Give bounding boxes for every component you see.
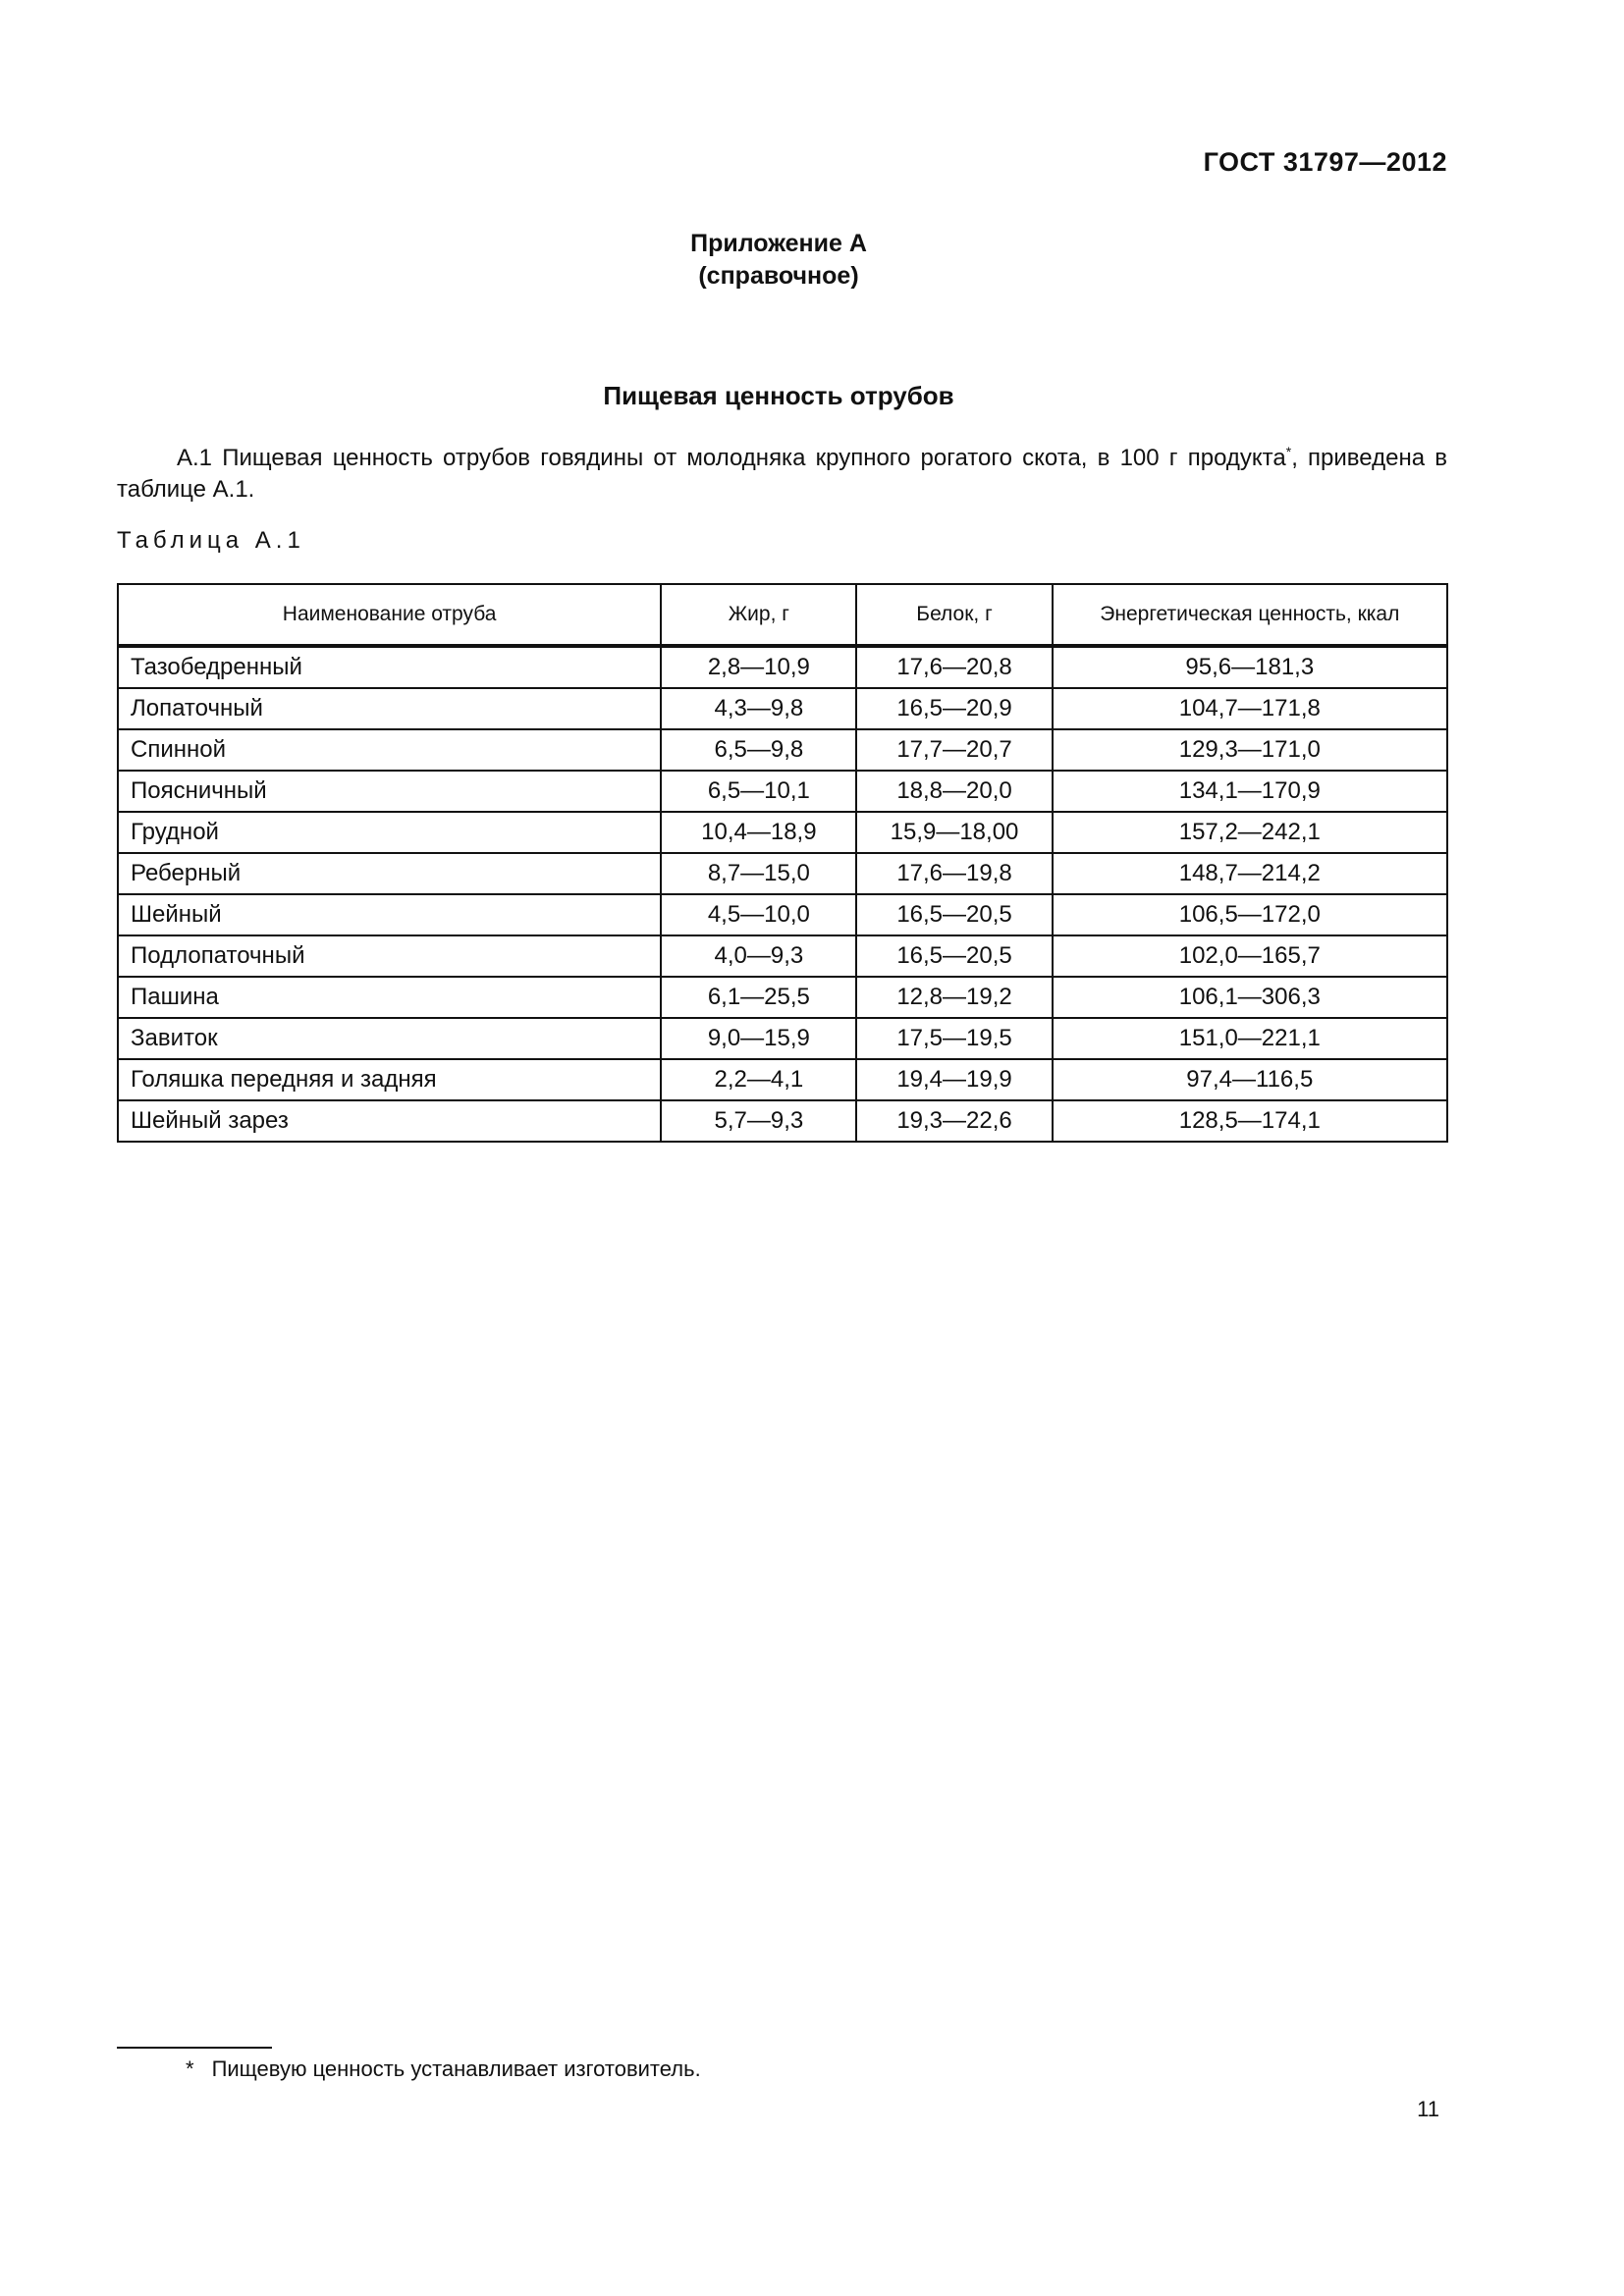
table-row	[118, 1059, 1447, 1100]
paragraph-text: А.1 Пищевая ценность отрубов говядины от молодняка крупного рогатого скота, в 100 г продукта	[177, 445, 1286, 471]
cut-name: Подлопаточный	[118, 935, 661, 977]
footnote	[186, 2056, 701, 2082]
column-header: Наименование отруба	[118, 584, 661, 646]
energy-cell: 151,0—221,1	[1053, 1018, 1447, 1059]
energy-cell: 106,1—306,3	[1053, 977, 1447, 1018]
protein-cell: 16,5—20,5	[856, 894, 1052, 935]
table-row	[118, 688, 1447, 729]
energy-cell: 104,7—171,8	[1053, 688, 1447, 729]
protein-cell: 16,5—20,9	[856, 688, 1052, 729]
protein-cell: 19,3—22,6	[856, 1100, 1052, 1142]
annex-status: (справочное)	[698, 262, 859, 290]
energy-cell: 129,3—171,0	[1053, 729, 1447, 771]
cut-name: Лопаточный	[118, 688, 661, 729]
footnote-divider	[117, 2047, 272, 2049]
table-row	[118, 771, 1447, 812]
protein-cell: 16,5—20,5	[856, 935, 1052, 977]
table-caption: Таблица А.1	[117, 527, 305, 554]
table-row	[118, 729, 1447, 771]
table-row	[118, 1100, 1447, 1142]
cut-name: Поясничный	[118, 771, 661, 812]
protein-cell: 12,8—19,2	[856, 977, 1052, 1018]
energy-cell: 128,5—174,1	[1053, 1100, 1447, 1142]
fat-cell: 10,4—18,9	[661, 812, 856, 853]
fat-cell: 4,5—10,0	[661, 894, 856, 935]
annex-heading	[0, 228, 1557, 293]
protein-cell: 17,6—19,8	[856, 853, 1052, 894]
table-row	[118, 894, 1447, 935]
footnote-reference: *	[1285, 444, 1292, 459]
energy-cell: 134,1—170,9	[1053, 771, 1447, 812]
table-row	[118, 853, 1447, 894]
intro-paragraph	[117, 443, 1447, 506]
energy-cell: 95,6—181,3	[1053, 646, 1447, 688]
paragraph-text-end: , приведена в таблице А.1.	[117, 445, 1447, 503]
column-header: Белок, г	[856, 584, 1052, 646]
cut-name: Тазобедренный	[118, 646, 661, 688]
energy-cell: 106,5—172,0	[1053, 894, 1447, 935]
table-row	[118, 646, 1447, 688]
protein-cell: 15,9—18,00	[856, 812, 1052, 853]
table-row	[118, 1018, 1447, 1059]
cut-name: Спинной	[118, 729, 661, 771]
cut-name: Шейный	[118, 894, 661, 935]
cut-name: Пашина	[118, 977, 661, 1018]
cut-name: Реберный	[118, 853, 661, 894]
cut-name: Завиток	[118, 1018, 661, 1059]
energy-cell: 102,0—165,7	[1053, 935, 1447, 977]
cut-name: Грудной	[118, 812, 661, 853]
fat-cell: 4,3—9,8	[661, 688, 856, 729]
fat-cell: 2,8—10,9	[661, 646, 856, 688]
table-row	[118, 812, 1447, 853]
fat-cell: 6,1—25,5	[661, 977, 856, 1018]
table-header-row	[118, 584, 1447, 646]
column-header: Жир, г	[661, 584, 856, 646]
footnote-text: Пищевую ценность устанавливает изготовитель.	[211, 2056, 701, 2081]
fat-cell: 2,2—4,1	[661, 1059, 856, 1100]
fat-cell: 5,7—9,3	[661, 1100, 856, 1142]
fat-cell: 4,0—9,3	[661, 935, 856, 977]
standard-code: ГОСТ 31797—2012	[1203, 147, 1447, 177]
energy-cell: 157,2—242,1	[1053, 812, 1447, 853]
column-header: Энергетическая ценность, ккал	[1053, 584, 1447, 646]
annex-title: Приложение А	[690, 230, 867, 257]
footnote-mark: *	[186, 2056, 194, 2081]
protein-cell: 18,8—20,0	[856, 771, 1052, 812]
protein-cell: 17,7—20,7	[856, 729, 1052, 771]
protein-cell: 17,6—20,8	[856, 646, 1052, 688]
energy-cell: 148,7—214,2	[1053, 853, 1447, 894]
fat-cell: 6,5—10,1	[661, 771, 856, 812]
fat-cell: 8,7—15,0	[661, 853, 856, 894]
table-row	[118, 935, 1447, 977]
page-number: 11	[1417, 2097, 1439, 2121]
fat-cell: 6,5—9,8	[661, 729, 856, 771]
fat-cell: 9,0—15,9	[661, 1018, 856, 1059]
protein-cell: 19,4—19,9	[856, 1059, 1052, 1100]
table-row	[118, 977, 1447, 1018]
cut-name: Голяшка передняя и задняя	[118, 1059, 661, 1100]
section-title: Пищевая ценность отрубов	[603, 381, 954, 410]
cut-name: Шейный зарез	[118, 1100, 661, 1142]
protein-cell: 17,5—19,5	[856, 1018, 1052, 1059]
energy-cell: 97,4—116,5	[1053, 1059, 1447, 1100]
nutrition-table	[117, 583, 1448, 1143]
